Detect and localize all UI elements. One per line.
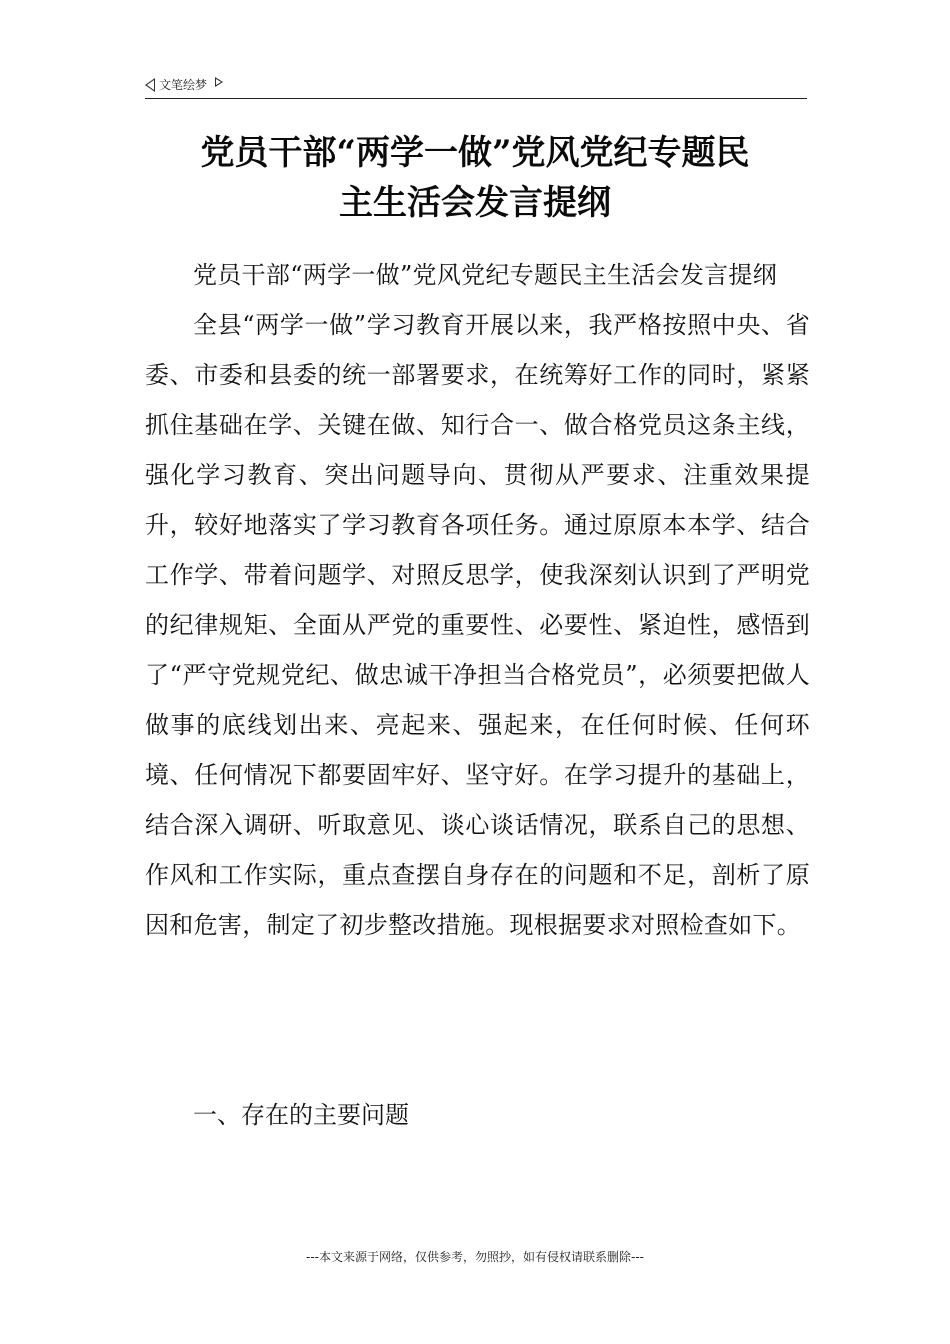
triangle-left-icon — [145, 78, 155, 92]
document-body — [145, 250, 810, 950]
section-heading: 一、存在的主要问题 — [193, 1101, 409, 1129]
paragraph-subtitle: 党员干部“两学一做”党风党纪专题民主生活会发言提纲 — [193, 261, 778, 289]
title-line-1: 党员干部“两学一做”党风党纪专题民 — [200, 133, 750, 173]
header-brand — [145, 76, 223, 93]
header-label: 文笔绘梦 — [159, 78, 208, 92]
paragraph-intro: 全县“两学一做”学习教育开展以来，我严格按照中央、省委、市委和县委的统一部署要求，在统筹好工作的同时，紧紧抓住基础在学、关键在做、知行合一、做合格党员这条主线，强化学习教育、突出问题导向、贯彻从严要求、注重效果提升，较好地落实了学习教育各项任务。通过原原本本学、结合工作学、带着问题学、对照反思学，使我深刻认识到了严明党的纪律规矩、全面从严党的重要性、必要性、紧迫性，感悟到了“严守党规党纪、做忠诚干净担当合格党员”，必须要把做人做事的底线划出来、亮起来、强起来，在任何时候、任何环境、任何情况下都要固牢好、坚守好。在学习提升的基础上，结合深入调研、听取意见、谈心谈话情况，联系自己的思想、作风和工作实际，重点查摆自身存在的问题和不足，剖析了原因和危害，制定了初步整改措施。现根据要求对照检查如下。 — [145, 311, 810, 939]
page-header — [145, 72, 807, 99]
document-title — [120, 128, 830, 228]
page-footer: ---本文来源于网络，仅供参考，勿照抄，如有侵权请联系删除--- — [306, 1250, 644, 1264]
title-line-2: 主生活会发言提纲 — [339, 183, 611, 223]
triangle-right-icon — [215, 77, 223, 87]
